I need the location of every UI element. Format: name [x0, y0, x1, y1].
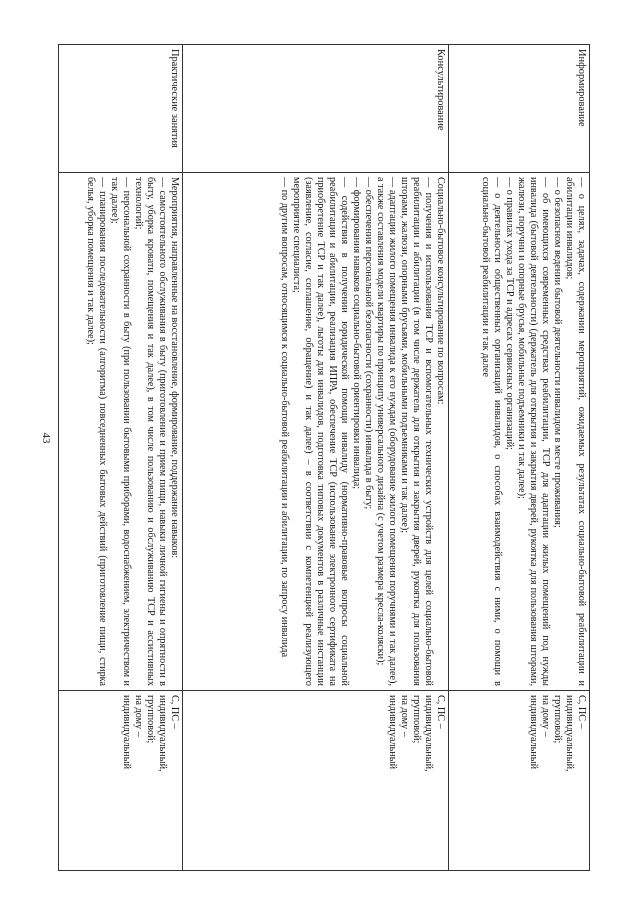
- activity-title: Информирование: [576, 49, 587, 127]
- format-line: индивидуальный,: [563, 695, 575, 772]
- content-item: — о правилах ухода за ТСР и адресах сервисных организаций;: [503, 177, 515, 451]
- format-line: групповой;: [551, 695, 563, 744]
- activity-format-cell: [183, 691, 449, 871]
- content-item: — самостоятельного обслуживания в быту (приготовление и прием пищи, навыки личной гигиены и опрятности в быту, уборка кровати, помещения и так далее), в том числе пользованию и обслуживанию ТСР и ассистивных технологий;: [133, 177, 169, 686]
- content-item: — содействия в получении юридической помощи инвалиду (нормативно-правовые вопросы социальной реабилитации и абилитации, реализация ИПРА, обеспечение ТСР (использование электронного сертификата на приобретение ТСР и так далее), льготы для инвалидов, подготовка типовых документов в различные инстанции (заявление, согласие, соглашение, обращение) и так далее) – в соответствии с компетенцией реализующего мероприятие специалиста;: [291, 177, 351, 686]
- format-line: индивидуальный: [527, 695, 539, 770]
- format-line: индивидуальный: [121, 695, 133, 770]
- format-line: индивидуальный,: [423, 695, 435, 772]
- rehabilitation-activities-table: [58, 44, 590, 871]
- format-line: на дому –: [133, 695, 145, 737]
- format-line: С, ПС –: [435, 695, 447, 729]
- activity-format-cell: [59, 691, 183, 871]
- format-line: индивидуальный,: [157, 695, 169, 772]
- table-row-practical-sessions: [59, 45, 183, 871]
- content-lead: Социально-бытовое консультирование по вопросам:: [435, 177, 447, 405]
- table-row-informing: [449, 45, 590, 871]
- content-item: — о целях, задачах, содержании мероприятий, ожидаемых результатах социально-бытовой реабилитации и абилитации инвалидов;: [563, 177, 587, 686]
- activity-content-cell: [183, 173, 449, 691]
- content-lead: Мероприятия, направленные на восстановление, формирование, поддержание навыков:: [169, 177, 181, 559]
- format-line: групповой;: [145, 695, 157, 744]
- format-line: на дому –: [399, 695, 411, 737]
- activity-title-cell: [59, 45, 183, 173]
- content-item: — обеспечения персональной безопасности (сохранности) инвалида в быту;: [363, 177, 375, 510]
- table-row-consulting: [183, 45, 449, 871]
- format-line: групповой;: [411, 695, 423, 744]
- format-line: на дому –: [539, 695, 551, 737]
- content-item: — формирования навыков социально-бытовой ориентировки инвалида;: [351, 177, 363, 490]
- content-item: — о деятельности общественных организаций инвалидов, о способах взаимодействия с ними, о помощи в социально-бытовой реабилитации и так далее: [479, 177, 503, 686]
- activity-title: Практические занятия: [169, 49, 181, 148]
- activity-title-cell: [449, 45, 590, 173]
- format-line: индивидуальный: [387, 695, 399, 770]
- format-line: С, ПС –: [169, 695, 181, 729]
- activity-content-cell: [59, 173, 183, 691]
- rehabilitation-activities-table-wrapper: [58, 44, 590, 870]
- activity-title: Консультирование: [435, 49, 447, 131]
- format-line: С, ПС –: [576, 695, 587, 729]
- content-item: — планирования последовательности (алгоритма) повседненных бытовых действий (приготовление пищи, стирка белья, уборка помещения и так далее);: [85, 177, 109, 686]
- page-number: 43: [40, 432, 52, 444]
- content-item: — об имеющихся современных средствах реабилитации, ТСР для адаптации жилых помещений под нужды инвалида (бытовой деятельности) (держатель для открытия и закрытия дверей, рукоятка для пользования шторами, жалюзи, поручни и опорные брусья, мобильные подъемники и так далее);: [515, 177, 551, 686]
- content-item: — по другим вопросам, относящимся к социально-бытовой реабилитации и абилитации, по запросу инвалида: [279, 177, 291, 658]
- activity-format-cell: [449, 691, 590, 871]
- content-item: — получения и использования ТСР и вспомогательных технических устройств для целей социально-бытовой реабилитации и абилитации (в том числе держатель для открытия и закрытия дверей, рукоятка для пользования шторами, жалюзи, опорными брусьями, мобильными подъемниками и так далее);: [399, 177, 435, 686]
- content-item: — персональной сохранности в быту (при пользовании бытовыми приборами, водоснабжением, электричеством и так далее);: [109, 177, 133, 686]
- activity-title-cell: [183, 45, 449, 173]
- activity-content-cell: [449, 173, 590, 691]
- content-item: — адаптации жилого помещения инвалида к его нуждам (оборудование жилого помещения поручнями и так далее), а также составления модели квартиры по принципу универсального дизайна (с учетом размера кресла-коляски);: [375, 177, 399, 686]
- content-item: — о безопасном ведении бытовой деятельности инвалидом в месте проживания;: [551, 177, 563, 528]
